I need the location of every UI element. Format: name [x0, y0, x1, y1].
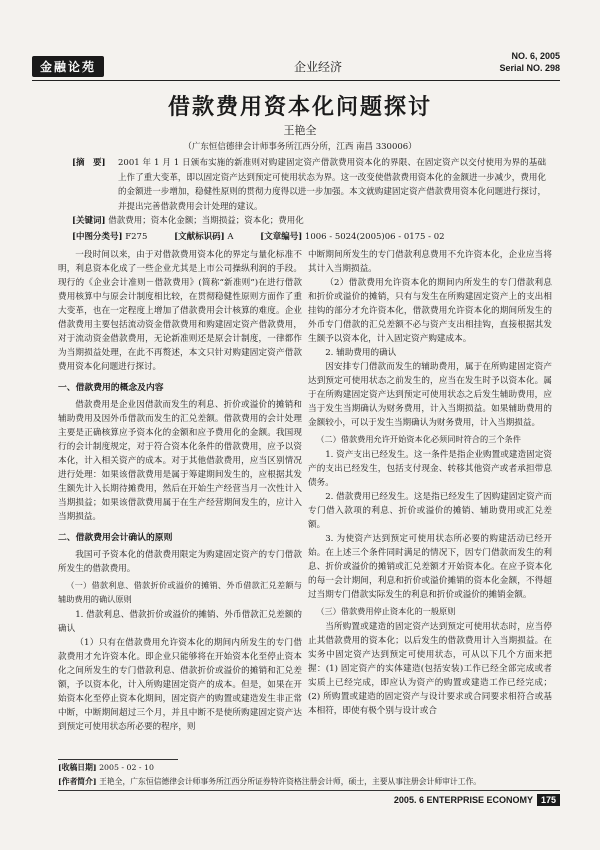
abstract — [72, 156, 546, 214]
column-badge: 金融论苑 — [32, 56, 104, 77]
sub-section-2: （二）借款费用允许开始资本化必须同时符合的三个条件 — [316, 434, 521, 444]
doccode-label: [文献标识码] — [174, 232, 225, 242]
footer-journal: 2005. 6 ENTERPRISE ECONOMY — [393, 795, 533, 805]
right-paragraph-1: 中断期间所发生的专门借款利息费用不允许资本化，企业应当将其计入当期损益。 — [308, 250, 552, 274]
section-2-title: 二、借款费用会计确认的原则 — [58, 532, 173, 542]
articleno-label: [文章编号] — [260, 232, 303, 242]
author-bio-label: [作者简介] — [58, 777, 97, 786]
section-2-paragraph-1: （1）只有在借款费用允许资本化的期间内所发生的专门借款费用才允许资本化。即企业只能够将在开始资本化至停止资本化之间所发生的专门借款利息、借款折价或溢价的摊销和汇兑差额，予以资本化，计入所购建固定资产的成本。但是，如果在开始资本化至停止资本化期间，固定资产的购置或建造发生非正常中断，中断期间超过三个月，并且中断不是使所购建固定资产达到预定可使用状态所必要的程序，则 — [58, 638, 302, 732]
journal-name: 企业经济 — [294, 60, 343, 74]
article-author: 王艳全 — [283, 124, 317, 137]
right-column — [308, 248, 552, 718]
section-2-intro: 我国可予资本化的借款费用限定为购建固定资产的专门借款所发生的借款费用。 — [58, 550, 302, 574]
author-bio — [58, 776, 542, 788]
keywords-label: [关键词] — [72, 216, 106, 226]
item-2-heading: 2. 辅助费用的确认 — [325, 348, 397, 358]
author-bio-text: 王艳全，广东恒信德律会计师事务所江西分所证券特许资格注册会计师，硕士，主要从事注册会计师审计工作。 — [99, 777, 482, 786]
section-1-text: 借款费用是企业因借款而发生的利息、折价或溢价的摊销和辅助费用及因外币借款而发生的汇兑差额。借款费用的会计处理主要是正确核算应予资本化的金额和应予费用化的金额。我国现行的会计制度规定，对于符合资本化条件的借款费用，应予以资本化，计入相关资产的成本。对于其他借款费用，应当区别情况进行处理：如果该借款费用是属于筹建期间发生的，应根据其发生额先计入长期待摊费用，然后在开始生产经营当月一次性计入当期损益；如果该借款费用属于在生产经营期间发生的，应计入当期损益。 — [58, 400, 302, 522]
author-affiliation: （广东恒信德律会计师事务所江西分所，江西 南昌 330006） — [183, 142, 417, 152]
left-column — [58, 248, 302, 734]
page-header — [32, 48, 560, 80]
right-paragraph-3: 因安排专门借款而发生的辅助费用，属于在所购建固定资产达到预定可使用状态之前发生的，应当在发生时予以资本化。属于在所购建固定资产达到预定可使用状态之后发生辅助费用，应当于发生当期确认为财务费用，计入当期损益。如果辅助费用的金额较小，可以于发生当期确认为财务费用，计入当期损益。 — [308, 362, 552, 428]
section-2-item-1: 1. 借款利息、借款折价或溢价的摊销、外币借款汇兑差额的确认 — [58, 610, 302, 634]
classification-line — [72, 230, 546, 245]
condition-2: 2. 借款费用已经发生。这是指已经发生了因购建固定资产而专门借入款项的利息、折价或溢价的摊销、辅助费用或汇兑差额。 — [308, 492, 552, 530]
articleno-value: 1006 - 5024(2005)06 - 0175 - 02 — [304, 232, 445, 242]
doccode-value: A — [227, 232, 234, 242]
page-footer — [394, 794, 560, 806]
section-1-title: 一、借款费用的概念及内容 — [58, 382, 164, 392]
right-paragraph-2: （2）借款费用允许资本化的期间内所发生的专门借款利息和折价或溢价的摊销，只有与发生在所购建固定资产上的支出相挂钩的部分才允许资本化，借款费用允许资本化的期间所发生的外币专门借款的汇兑差额不必与资产支出相挂钩，直接根据其发生额予以资本化，计入固定资产购建成本。 — [308, 278, 552, 344]
serial-number: Serial NO. 298 — [499, 63, 560, 73]
class-label: [中图分类号] — [72, 232, 123, 242]
page-number: 175 — [537, 794, 560, 806]
keywords-text: 借款费用；资本化金额；当期损益；资本化；费用化 — [108, 216, 304, 226]
abstract-text: 2001 年 1 月 1 日颁布实施的新准则对购建固定资产借款费用资本化的界限、在固定资产以交付使用为界的基础上作了重大变革，即以固定资产达到预定可使用状态为界。这一改变使借款费用资本化的金额进一步减少，费用化的金额进一步增加，稳健性原则的贯彻力度得以进一步加强。本文就购建固定资产借款费用资本化问题进行探讨，并提出完善借款费用会计处理的建议。 — [118, 158, 546, 212]
issue-number: NO. 6, 2005 — [511, 51, 560, 61]
keywords — [72, 214, 546, 229]
footer-rule — [58, 790, 560, 791]
issue-info — [499, 50, 560, 74]
header-rule — [32, 80, 560, 81]
intro-paragraph: 一段时间以来，由于对借款费用资本化的界定与量化标准不明，利息资本化成了一些企业尤其是上市公司操纵利润的手段。现行的《企业会计准则－借款费用》(简称“新准则”)在进行借款费用核算中与原会计制度相比较，在贯彻稳健性原则方面作了重大变革，也在一定程度上增加了借款费用会计核算的难度。企业借款费用主要包括流动资金借款费用和购建固定资产借款费用，对于流动资金借款费用，无论新准则还是原会计制度，一律都作为当期损益处理，在此不再赘述，本文只针对购建固定资产借款费用资本化问题进行探讨。 — [58, 250, 302, 372]
abstract-label: [摘 要] — [72, 158, 106, 168]
class-value: F275 — [125, 232, 148, 242]
sub-section-3: （三）借款费用停止资本化的一般原则 — [316, 606, 456, 616]
article-title: 借款费用资本化问题探讨 — [167, 94, 432, 120]
section-2-sub-1: （一）借款利息、借款折价或溢价的摊销、外币借款汇兑差额与辅助费用的确认原则 — [58, 580, 302, 604]
condition-1: 1. 资产支出已经发生。这一条件是指企业购置或建造固定资产的支出已经发生，包括支付现金、转移其他资产或者承担带息债务。 — [308, 450, 552, 488]
footnote-rule — [58, 759, 178, 760]
received-date — [58, 762, 542, 774]
received-label: [收稿日期] — [58, 763, 97, 772]
received-value: 2005 - 02 - 10 — [99, 763, 154, 772]
right-paragraph-4: 当所购置或建造的固定资产达到预定可使用状态时，应当停止其借款费用的资本化；以后发生的借款费用计入当期损益。在实务中固定资产达到预定可使用状态，可从以下几个方面来把握：(1) 固定资产的实体建造(包括安装)工作已经全部完成或者实质上已经完成，即应认为资产的购置或建造工作已经完成；(2) 所购置或建造的固定资产与设计要求或合同要求相符合或基本相符，即使有极个别与设计或合 — [308, 622, 552, 716]
condition-3: 3. 为使资产达到预定可使用状态所必要的购建活动已经开始。在上述三个条件同时满足的情况下，因专门借款而发生的利息、折价或溢价的摊销或汇兑差额才开始资本化。在应予资本化的每一会计期间，利息和折价或溢价摊销的资本化金额，不得超过当期专门借款实际发生的利息和折价或溢价的摊销金额。 — [308, 534, 552, 600]
